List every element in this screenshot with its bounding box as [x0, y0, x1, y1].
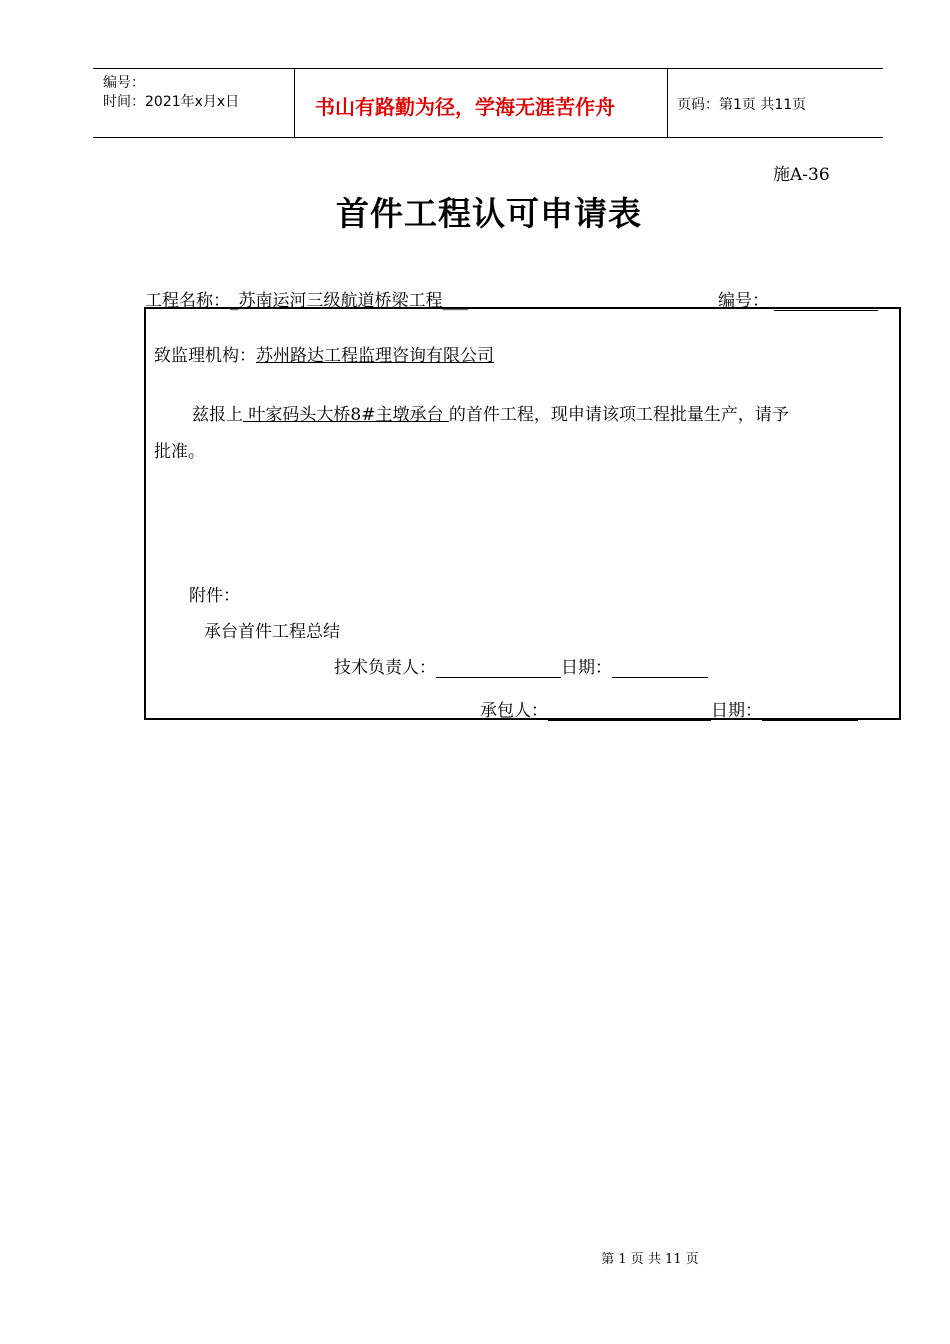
application-box [144, 307, 901, 720]
page-footer: 第 1 页 共 11 页 [601, 1252, 699, 1267]
contractor-date-blank[interactable] [762, 702, 858, 721]
header-middle-cell [295, 69, 668, 137]
tech-sign-row [334, 653, 708, 678]
time-label: 时间：2021年x月x日 [103, 94, 240, 110]
contractor-signature-blank[interactable] [548, 702, 711, 721]
report-line2: 批准。 [154, 442, 205, 462]
page-title: 首件工程认可申请表 [336, 194, 642, 233]
motto: 书山有路勤为径，学海无涯苦作舟 [315, 95, 615, 119]
to-row [154, 341, 494, 366]
contractor-date-label: 日期： [711, 701, 762, 721]
to-label: 致监理机构： [154, 346, 256, 366]
to-value: 苏州路达工程监理咨询有限公司 [256, 346, 494, 366]
report-item: 叶家码头大桥8#主墩承台 [243, 405, 449, 425]
project-name-label: 工程名称： [145, 291, 230, 311]
header-left-cell [93, 69, 295, 137]
form-number: 施A-36 [773, 165, 830, 185]
contractor-label: 承包人： [480, 701, 548, 721]
report-suffix: 的首件工程，现申请该项工程批量生产，请予 [448, 405, 789, 425]
project-code-label: 编号： [718, 291, 769, 311]
report-row [192, 400, 789, 425]
tech-label: 技术负责人： [334, 658, 436, 678]
report-prefix: 兹报上 [192, 405, 243, 425]
code-label: 编号： [103, 75, 145, 91]
header-table [93, 68, 883, 138]
attachment-label: 附件： [189, 586, 240, 606]
tech-date-label: 日期： [561, 658, 612, 678]
project-name-value: _苏南运河三级航道桥梁工程___ [230, 291, 468, 311]
page-info: 页码：第1页 共11页 [677, 97, 807, 113]
tech-date-blank[interactable] [612, 659, 708, 678]
header-right-cell [668, 69, 883, 137]
contractor-sign-row [480, 696, 858, 721]
attachment-item: 承台首件工程总结 [204, 622, 340, 642]
tech-signature-blank[interactable] [436, 659, 561, 678]
